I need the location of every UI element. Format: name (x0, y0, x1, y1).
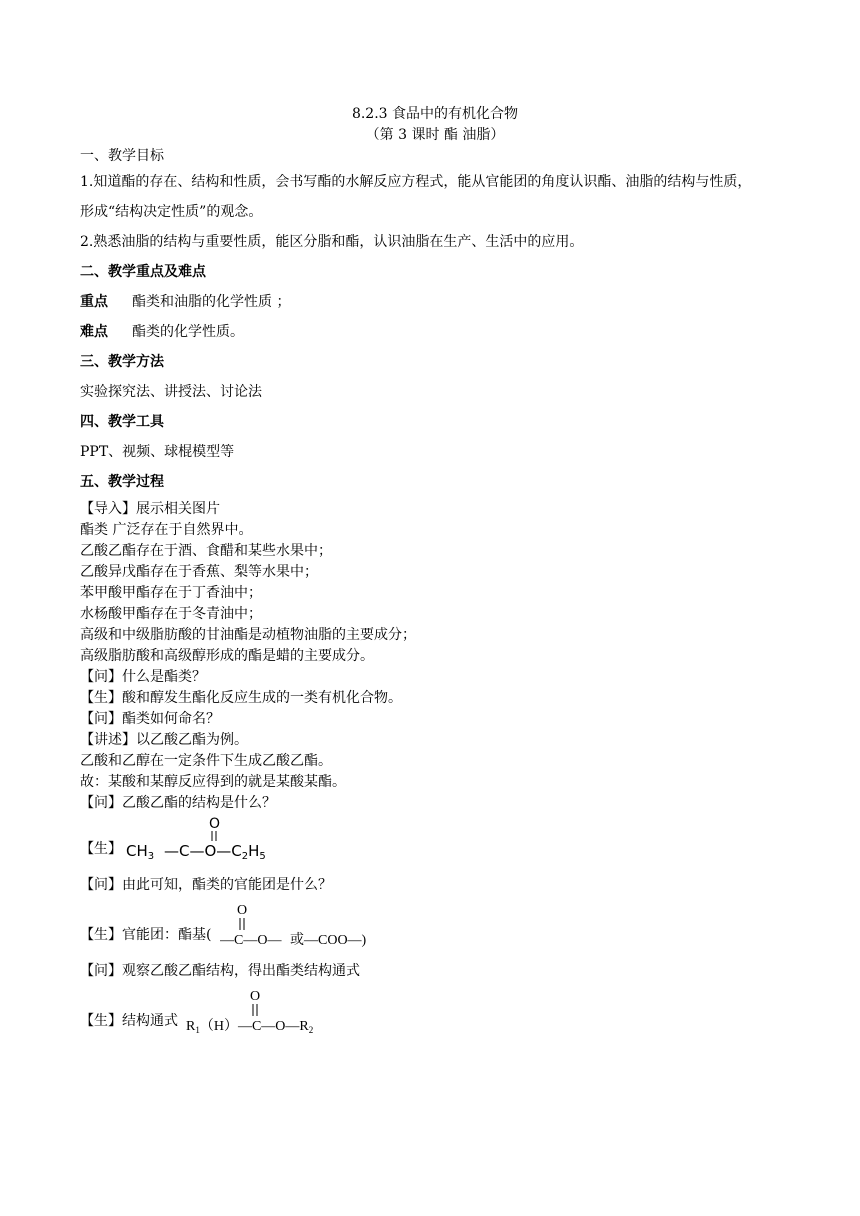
answer-label: 【生】 (80, 841, 122, 857)
process-line: 乙酸和乙醇在一定条件下生成乙酸乙酯。 (80, 753, 332, 769)
general-structure-formula (186, 986, 386, 1036)
process-line: 【问】什么是酯类？ (80, 669, 206, 685)
section-3-heading: 三、教学方法 (80, 354, 164, 370)
process-line: 高级和中级脂肪酸的甘油酯是动植物油脂的主要成分； (80, 627, 416, 643)
ethyl-acetate-answer (80, 814, 790, 862)
section-1-heading: 一、教学目标 (80, 148, 164, 164)
process-line: 酯类 广泛存在于自然界中。 (80, 522, 253, 538)
goal-1-line-2: 形成“结构决定性质”的观念。 (80, 204, 263, 220)
key-point-label: 重点 (80, 294, 108, 310)
process-line: 乙酸异戊酯存在于香蕉、梨等水果中； (80, 564, 318, 580)
process-line: 故：某酸和某醇反应得到的就是某酸某酯。 (80, 774, 346, 790)
teaching-tools: PPT、视频、球棍模型等 (80, 444, 235, 460)
formula-body: $R_1(H)—C—O—R_2$ (186, 1019, 314, 1035)
goal-1-line-1: 1.知道酯的存在、结构和性质，会书写酯的水解反应方程式，能从官能团的角度认识酯、油脂的结构与性质， (80, 174, 752, 190)
ester-group-answer (80, 900, 790, 950)
difficult-point-text: 酯类的化学性质。 (132, 324, 244, 340)
process-line: 水杨酸甲酯存在于冬青油中； (80, 606, 262, 622)
formula-body: —C—O— (220, 933, 282, 948)
formula-tail: 或—COO—) (290, 933, 367, 948)
formula-ch3: $CH_3$ (126, 842, 155, 862)
process-line: 【问】乙酸乙酯的结构是什么？ (80, 795, 276, 811)
section-4-heading: 四、教学工具 (80, 414, 164, 430)
process-line: 乙酸乙酯存在于酒、食醋和某些水果中； (80, 543, 332, 559)
section-2-heading: 二、教学重点及难点 (80, 264, 206, 280)
section-5-heading: 五、教学过程 (80, 474, 164, 490)
document-subtitle: （第 3 课时 酯 油脂） (365, 127, 505, 143)
ester-group-formula (220, 900, 420, 950)
process-line: 【问】酯类如何命名？ (80, 711, 220, 727)
general-structure-answer (80, 986, 790, 1036)
key-point (80, 287, 790, 317)
process-line: 【生】酸和醇发生酯化反应生成的一类有机化合物。 (80, 690, 402, 706)
difficult-point (80, 317, 790, 347)
difficult-point-label: 难点 (80, 324, 108, 340)
formula-oxygen: O (237, 903, 248, 918)
key-point-text: 酯类和油脂的化学性质 ； (132, 294, 291, 310)
answer-label: 【生】官能团：酯基( (80, 927, 212, 943)
document-page (80, 104, 790, 1036)
process-line: 【问】观察乙酸乙酯结构，得出酯类结构通式 (80, 963, 360, 979)
process-line: 【导入】展示相关图片 (80, 501, 220, 517)
answer-label: 【生】结构通式 (80, 1013, 178, 1029)
process-line: 【问】由此可知，酯类的官能团是什么？ (80, 877, 332, 893)
process-line: 高级脂肪酸和高级醇形成的酯是蜡的主要成分。 (80, 648, 374, 664)
formula-body: $—C—O—C_2H_5$ (164, 842, 266, 862)
formula-oxygen: O (250, 989, 261, 1004)
process-line: 苯甲酸甲酯存在于丁香油中； (80, 585, 262, 601)
formula-oxygen: O (209, 816, 221, 832)
ethyl-acetate-formula (124, 814, 304, 862)
process-line: 【讲述】以乙酸乙酯为例。 (80, 732, 248, 748)
teaching-methods: 实验探究法、讲授法、讨论法 (80, 384, 262, 400)
goal-2: 2.熟悉油脂的结构与重要性质，能区分脂和酯，认识油脂在生产、生活中的应用。 (80, 234, 584, 250)
document-title: 8.2.3 食品中的有机化合物 (351, 106, 519, 122)
